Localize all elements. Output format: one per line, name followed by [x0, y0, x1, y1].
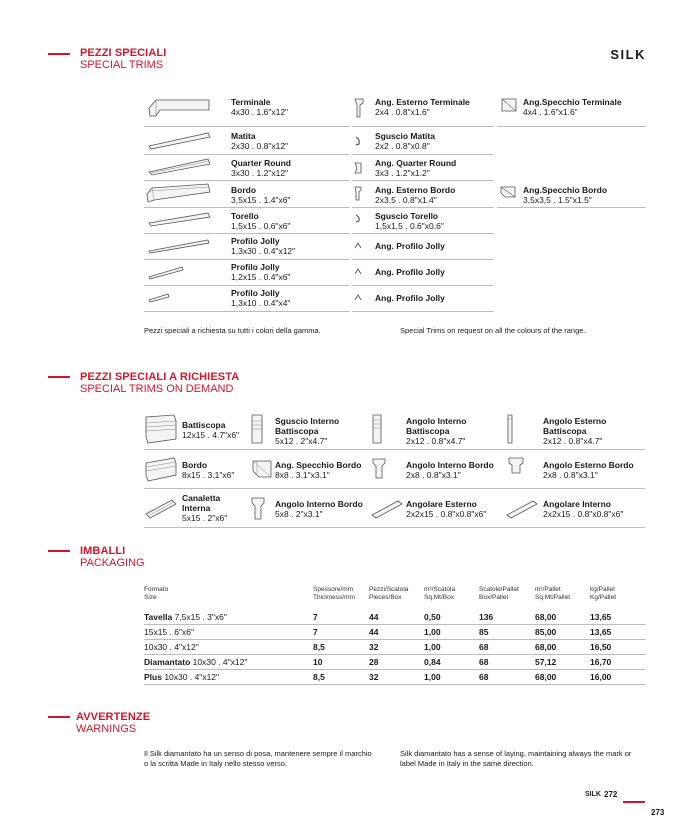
on-demand-item: Ang. Specchio Bordo 8x8 . 3.1"x3.1"	[275, 460, 362, 480]
sguscio-interno-battiscopa-icon	[249, 413, 265, 445]
on-demand-item: Bordo 8x15 . 3.1"x6"	[182, 460, 235, 480]
trim-item: Ang. Profilo Jolly	[375, 267, 445, 277]
trim-item: Quarter Round 3x30 . 1.2"x12"	[231, 158, 291, 178]
section-title-en: SPECIAL TRIMS	[80, 59, 164, 71]
ang-esterno-terminale-icon	[353, 96, 365, 120]
on-demand-item: Battiscopa 12x15 . 4.7"x6"	[182, 420, 240, 440]
section-title-en: SPECIAL TRIMS ON DEMAND	[80, 383, 234, 395]
profilo-jolly-icon	[146, 263, 186, 281]
ang-quarter-round-icon	[353, 160, 363, 176]
on-demand-item: Canaletta Interna 5x15 . 2"x6"	[182, 493, 228, 523]
section-title-it: PEZZI SPECIALI A RICHIESTA	[80, 371, 240, 383]
canaletta-interna-icon	[144, 496, 178, 522]
trim-item: Terminale 4x30 . 1.6"x12"	[231, 97, 289, 117]
table-row: Tavella 7,5x15 . 3"x6" 7 44 0,50 136 68,00 13,65	[144, 610, 646, 625]
torello-icon	[146, 210, 212, 228]
trim-item: Profilo Jolly 1,3x30 . 0.4"x12"	[231, 236, 296, 256]
on-demand-item: Angolo Interno Bordo 2x8 . 0.8"x3.1"	[406, 460, 494, 480]
table-header	[144, 586, 646, 610]
section-title-en: PACKAGING	[80, 557, 145, 569]
section-marker	[48, 53, 70, 55]
trim-item: Ang. Esterno Bordo 2x3,5 . 0.8"x1.4"	[375, 185, 456, 205]
table-row: 15x15 . 6"x6" 7 44 1,00 85 85,00 13,65	[144, 625, 646, 640]
angolo-interno-battiscopa-icon	[370, 413, 384, 445]
angolare-interno-icon	[505, 497, 539, 521]
ang-specchio-terminale-icon	[500, 97, 518, 113]
angolo-esterno-battiscopa-icon	[503, 413, 517, 445]
footer-brand: SILK	[585, 791, 601, 798]
angolo-interno-bordo-icon	[370, 456, 388, 482]
column-header: kg/Pallet Kg/Pallet	[590, 586, 617, 601]
bordo-icon	[144, 182, 212, 204]
ang-specchio-bordo-icon	[498, 183, 518, 201]
brand-title: SILK	[610, 47, 646, 62]
angolo-esterno-bordo-icon	[506, 455, 526, 479]
column-header: m²/Scatola Sq.Mt/Box	[424, 586, 456, 601]
ang-profilo-jolly-icon	[353, 292, 363, 302]
bordo-on-demand-icon	[144, 455, 178, 483]
on-demand-item: Angolo Esterno Bordo 2x8 . 0.8"x3.1"	[543, 460, 634, 480]
note-it: Pezzi speciali a richiesta su tutti i colori della gamma.	[144, 326, 321, 335]
section-title-en: WARNINGS	[76, 723, 137, 735]
column-header: Pezzi/Scatola Pieces/Box	[369, 586, 409, 601]
profilo-jolly-icon	[146, 290, 172, 304]
warning-en: Silk diamantato has a sense of laying, maintaining always the mark or label Made in Italy in the same direction.	[400, 749, 632, 768]
section-title-it: AVVERTENZE	[76, 711, 151, 723]
ang-esterno-bordo-icon	[353, 184, 363, 202]
on-demand-item: Angolare Esterno 2x2x15 . 0.8"x0.8"x6"	[406, 499, 487, 519]
trim-item: Profilo Jolly 1,3x10 . 0.4"x4"	[231, 288, 291, 308]
column-header: m²/Pallet Sq.Mt/Pallet	[535, 586, 571, 601]
trim-item: Ang. Profilo Jolly	[375, 293, 445, 303]
trim-item: Ang.Specchio Terminale 4x4 . 1.6"x1.6"	[523, 97, 622, 117]
section-marker	[48, 716, 70, 718]
trim-item: Bordo 3,5x15 . 1.4"x6"	[231, 185, 291, 205]
on-demand-item: Sguscio Interno Battiscopa 5x12 . 2"x4.7"	[275, 416, 340, 446]
trim-item: Profilo Jolly 1,2x15 . 0.4"x6"	[231, 262, 291, 282]
quarter-round-icon	[146, 156, 212, 176]
profilo-jolly-icon	[146, 237, 212, 255]
battiscopa-icon	[144, 413, 178, 445]
section-marker	[48, 550, 70, 552]
trim-item: Ang. Profilo Jolly	[375, 241, 445, 251]
note-en: Special Trims on request on all the colours of the range.	[400, 326, 586, 335]
trim-item: Ang.Specchio Bordo 3,5x3,5 . 1.5"x1.5"	[523, 185, 608, 205]
page-number-right: 273	[651, 808, 665, 817]
packaging-table	[144, 586, 646, 685]
trim-item: Ang. Esterno Terminale 2x4 . 0.8"x1.6"	[375, 97, 470, 117]
trim-item: Sguscio Matita 2x2 . 0.8"x0.8"	[375, 131, 435, 151]
on-demand-item: Angolare Interno 2x2x15 . 0.8"x0.8"x6"	[543, 499, 624, 519]
section-title-it: PEZZI SPECIALI	[80, 47, 167, 59]
warning-it: Il Silk diamantato ha un senso di posa, mantenere sempre il marchio o la scritta Made in Italy nello stesso verso.	[144, 749, 372, 768]
column-header: Scatole/Pallet Box/Pallet	[479, 586, 519, 601]
trim-item: Ang. Quarter Round 3x3 . 1.2"x1.2"	[375, 158, 457, 178]
table-row: Plus 10x30 . 4"x12" 8,5 32 1,00 68 68,00 16,00	[144, 670, 646, 685]
page-number-left: 272	[604, 790, 618, 799]
column-header: Spessore/mm Thickness/mm	[313, 586, 355, 601]
trim-item: Matita 2x30 . 0.8"x12"	[231, 131, 289, 151]
trim-item: Sguscio Torello 1,5x1,5 . 0.6"x0.6"	[375, 211, 444, 231]
table-row: Diamantato 10x30 . 4"x12" 10 28 0,84 68 57,12 16,70	[144, 655, 646, 670]
ang-profilo-jolly-icon	[353, 240, 363, 250]
ang-profilo-jolly-icon	[353, 266, 363, 276]
section-marker	[48, 376, 70, 378]
trim-item: Torello 1,5x15 . 0.6"x6"	[231, 211, 291, 231]
matita-icon	[146, 130, 212, 150]
footer-marker	[623, 801, 645, 803]
on-demand-item: Angolo Interno Battiscopa 2x12 . 0.8"x4.7"	[406, 416, 467, 446]
column-header: Formato Size	[144, 586, 169, 601]
terminale-icon	[146, 96, 212, 120]
angolo-interno-bordo-icon	[249, 495, 267, 523]
ang-specchio-bordo-icon	[251, 457, 273, 481]
angolare-esterno-icon	[370, 497, 404, 521]
on-demand-item: Angolo Interno Bordo 5x8 . 2"x3.1"	[275, 499, 363, 519]
table-row: 10x30 . 4"x12" 8,5 32 1,00 68 68,00 16,50	[144, 640, 646, 655]
on-demand-item: Angolo Esterno Battiscopa 2x12 . 0.8"x4.7"	[543, 416, 607, 446]
sguscio-torello-icon	[353, 213, 363, 225]
section-title-it: IMBALLI	[80, 545, 126, 557]
sguscio-matita-icon	[353, 134, 363, 148]
